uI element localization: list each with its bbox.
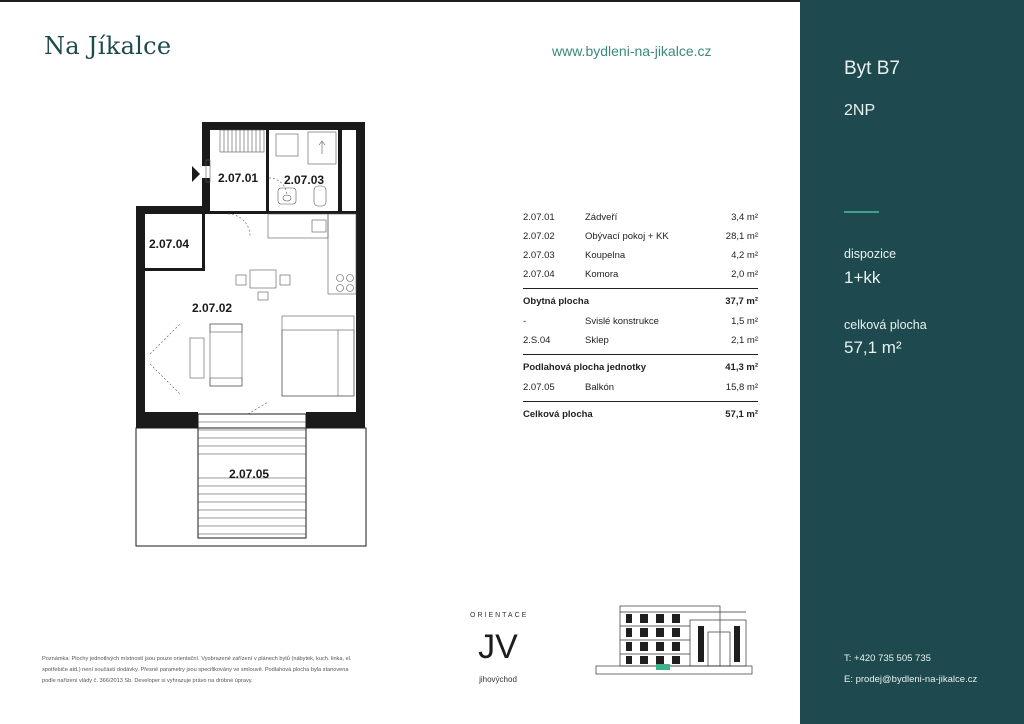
footnote: Poznámka: Plochy jednotlivých místností jsou pouze orientační. Vyobrazené zařízení v plánech bytů (nábytek, kuch. linka, el. spotřebiče atd.) není součástí dodávky. Přesné parametry jsou specifikovány ve smlouvě. Podlahová plocha byla stanovena podle nařízení vlády č. 366/2013 Sb. Developer si vyhrazuje právo na drobné úpravy. bbox=[42, 656, 352, 684]
total-area-value: 57,1 m² bbox=[844, 338, 902, 357]
unit-floor: 2NP bbox=[844, 102, 876, 119]
orientation-subtitle: jihovýchod bbox=[479, 675, 517, 684]
floor-plan bbox=[128, 118, 373, 548]
table-row: 2.07.01 Zádveří 3,4 m² bbox=[523, 212, 758, 223]
total-area-label: celková plocha bbox=[844, 318, 927, 332]
orientation-label: ORIENTACE bbox=[470, 612, 529, 619]
table-row: 2.07.05 Balkón 15,8 m² bbox=[523, 382, 758, 393]
table-row: 2.S.04 Sklep 2,1 m² bbox=[523, 335, 758, 346]
phone-contact[interactable]: T: +420 735 505 735 bbox=[844, 653, 931, 664]
table-row: 2.07.02 Obývací pokoj + KK 28,1 m² bbox=[523, 231, 758, 242]
building-elevation bbox=[590, 600, 760, 680]
email-contact[interactable]: E: prodej@bydleni-na-jikalce.cz bbox=[844, 674, 978, 685]
logo: Na Jíkalce bbox=[44, 32, 172, 60]
unit-title: Byt B7 bbox=[844, 58, 900, 79]
room-label-2.07.03: 2.07.03 bbox=[284, 173, 325, 187]
room-label-2.07.04: 2.07.04 bbox=[149, 237, 190, 251]
table-row: 2.07.04 Komora 2,0 m² bbox=[523, 269, 758, 280]
info-sidebar bbox=[800, 0, 1024, 724]
room-label-2.07.02: 2.07.02 bbox=[192, 301, 233, 315]
room-label-2.07.01: 2.07.01 bbox=[218, 171, 259, 185]
table-total-row: Celková plocha 57,1 m² bbox=[523, 401, 758, 425]
area-table bbox=[523, 208, 758, 425]
dispozice-label: dispozice bbox=[844, 247, 897, 261]
table-total-row: Podlahová plocha jednotky 41,3 m² bbox=[523, 354, 758, 378]
accent-rule bbox=[844, 211, 879, 213]
orientation-value: JV bbox=[478, 628, 518, 666]
top-rule bbox=[0, 0, 800, 2]
table-total-row: Obytná plocha 37,7 m² bbox=[523, 288, 758, 312]
dispozice-value: 1+kk bbox=[844, 268, 881, 287]
room-label-2.07.05: 2.07.05 bbox=[229, 467, 270, 481]
unit-highlight bbox=[656, 664, 670, 670]
website-link[interactable]: www.bydleni-na-jikalce.cz bbox=[552, 43, 712, 59]
table-row: - Svislé konstrukce 1,5 m² bbox=[523, 316, 758, 327]
table-row: 2.07.03 Koupelna 4,2 m² bbox=[523, 250, 758, 261]
